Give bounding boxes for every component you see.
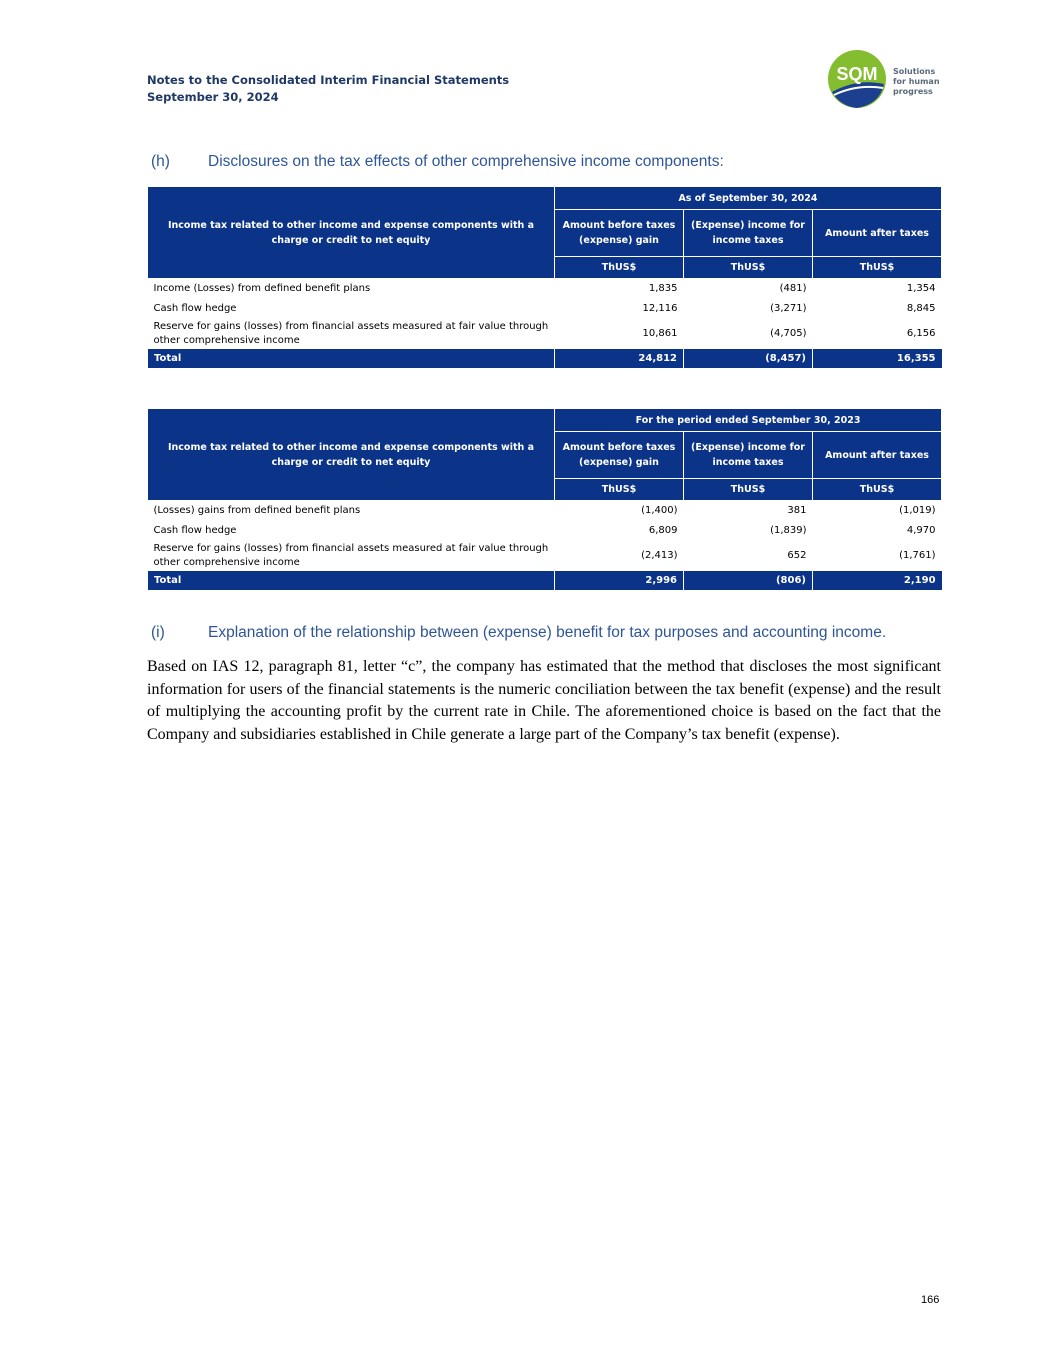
header-line-2: September 30, 2024 (147, 90, 279, 104)
col-header-before-taxes: Amount before taxes (expense) gain (555, 210, 684, 257)
tax-effects-table-2024 (147, 186, 942, 368)
cell-before-taxes: 1,835 (648, 283, 678, 294)
tax-effects-table-2023 (147, 408, 942, 590)
logo-tagline-1: Solutions (893, 67, 936, 76)
logo-tagline (893, 67, 940, 97)
cell-before-taxes: 6,809 (648, 525, 678, 536)
period-header: As of September 30, 2024 (555, 187, 942, 210)
row-header: Income tax related to other income and expense components with a charge or credit to net equity (148, 409, 555, 501)
col-header-income-taxes: (Expense) income for income taxes (684, 210, 813, 257)
cell-after-taxes: (1,761) (899, 550, 936, 561)
section-h-heading (151, 153, 724, 171)
section-h-number: (h) (151, 153, 170, 170)
body-paragraph: Based on IAS 12, paragraph 81, letter “c”, the company has estimated that the method that discloses the most significant information for users of the financial statements is the numeric conciliation between the tax benefit (expense) and the result of multiplying the accounting profit by the current rate in Chile. The aforementioned choice is based on the fact that the Company and subsidiaries established in Chile generate a large part of the Company’s tax benefit (expense). (147, 658, 941, 743)
page-number: 166 (921, 1294, 940, 1306)
total-after-taxes: 2,190 (813, 571, 942, 590)
header-line-1: Notes to the Consolidated Interim Financial Statements (147, 73, 510, 87)
total-row (148, 349, 942, 368)
col-header-income-taxes: (Expense) income for income taxes (684, 432, 813, 479)
cell-after-taxes: 8,845 (906, 303, 936, 314)
total-after-taxes: 16,355 (813, 349, 942, 368)
total-label: Total (148, 349, 555, 368)
section-i-number: (i) (151, 624, 165, 641)
cell-income-taxes: 652 (787, 550, 807, 561)
col-header-after-taxes: Amount after taxes (813, 432, 942, 479)
unit-header: ThUS$ (555, 257, 684, 279)
cell-income-taxes: (481) (779, 283, 807, 294)
cell-before-taxes: (1,400) (641, 505, 678, 516)
total-row (148, 571, 942, 590)
period-header: For the period ended September 30, 2023 (555, 409, 942, 432)
unit-header: ThUS$ (813, 479, 942, 501)
logo-tagline-2: for human (893, 77, 940, 86)
col-header-after-taxes: Amount after taxes (813, 210, 942, 257)
row-label: Reserve for gains (losses) from financial assets measured at fair value through other comprehensive income (153, 543, 549, 568)
logo-brand: SQM (836, 64, 878, 84)
cell-income-taxes: (3,271) (770, 303, 807, 314)
row-label: Cash flow hedge (153, 303, 237, 314)
col-header-before-taxes: Amount before taxes (expense) gain (555, 432, 684, 479)
row-label: Income (Losses) from defined benefit plans (153, 283, 371, 294)
unit-header: ThUS$ (555, 479, 684, 501)
cell-before-taxes: 10,861 (642, 328, 678, 339)
table-row (148, 279, 942, 300)
row-label: Cash flow hedge (153, 525, 237, 536)
total-before-taxes: 24,812 (555, 349, 684, 368)
cell-after-taxes: 6,156 (906, 328, 936, 339)
total-income-taxes: (8,457) (684, 349, 813, 368)
row-label: (Losses) gains from defined benefit plans (153, 505, 361, 516)
cell-before-taxes: (2,413) (641, 550, 678, 561)
section-i-title: Explanation of the relationship between (expense) benefit for tax purposes and accounting income. (208, 624, 887, 641)
unit-header: ThUS$ (813, 257, 942, 279)
document-header (147, 72, 509, 106)
cell-income-taxes: 381 (787, 505, 807, 516)
cell-before-taxes: 12,116 (642, 303, 678, 314)
total-before-taxes: 2,996 (555, 571, 684, 590)
total-label: Total (148, 571, 555, 590)
cell-after-taxes: 4,970 (906, 525, 936, 536)
table-row (148, 319, 942, 349)
unit-header: ThUS$ (684, 257, 813, 279)
total-income-taxes: (806) (684, 571, 813, 590)
cell-after-taxes: 1,354 (906, 283, 936, 294)
row-label: Reserve for gains (losses) from financial assets measured at fair value through other comprehensive income (153, 321, 549, 346)
table-row (148, 541, 942, 571)
row-header: Income tax related to other income and expense components with a charge or credit to net equity (148, 187, 555, 279)
cell-after-taxes: (1,019) (899, 505, 936, 516)
unit-header: ThUS$ (684, 479, 813, 501)
section-i-heading (151, 624, 886, 642)
logo-tagline-3: progress (893, 87, 933, 96)
table-row (148, 299, 942, 319)
section-h-title: Disclosures on the tax effects of other comprehensive income components: (208, 153, 724, 170)
cell-income-taxes: (1,839) (770, 525, 807, 536)
cell-income-taxes: (4,705) (770, 328, 807, 339)
table-row (148, 521, 942, 541)
table-row (148, 501, 942, 522)
